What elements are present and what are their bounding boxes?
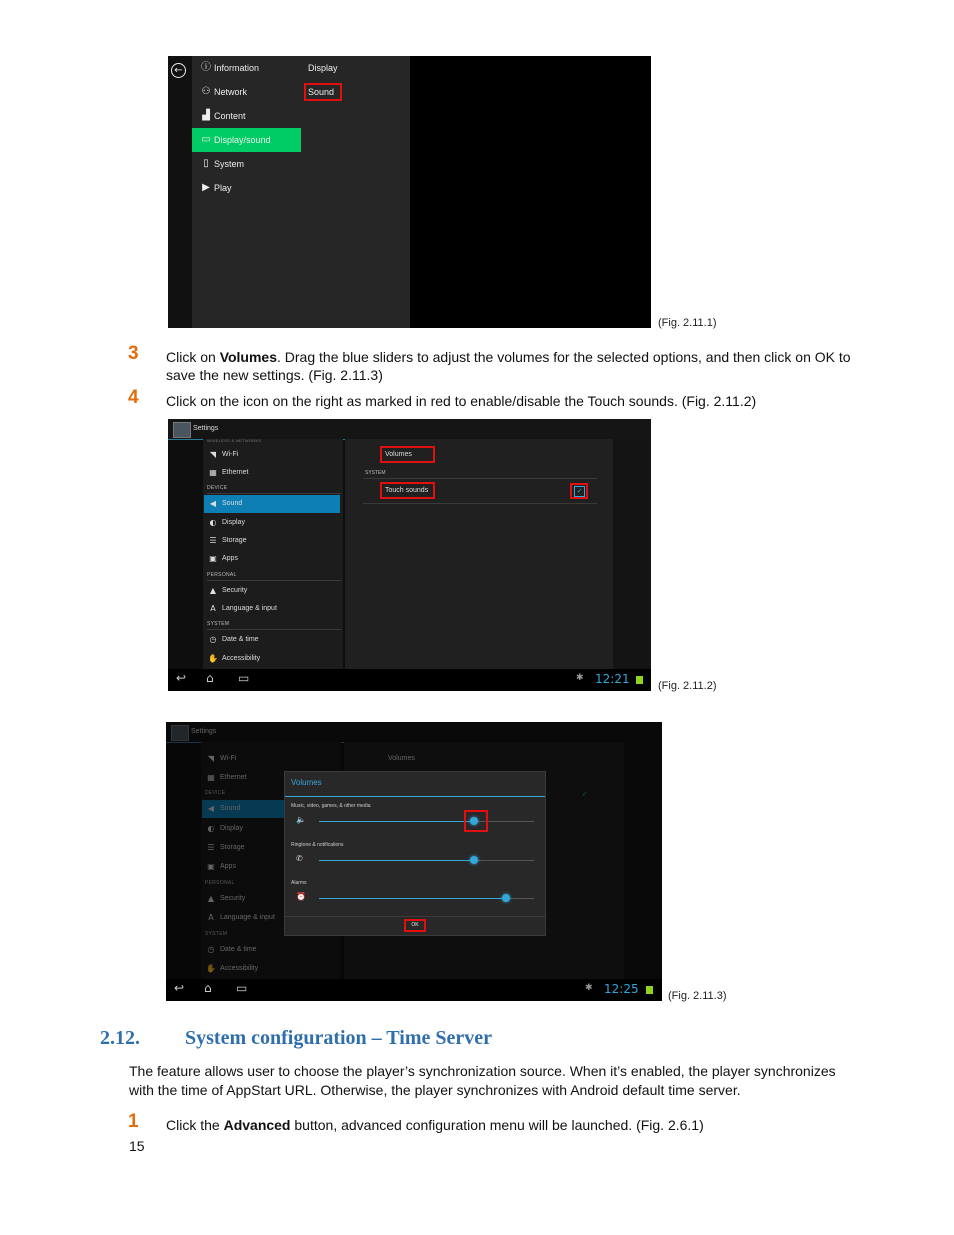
storage-icon: ☰ [209, 536, 217, 545]
ringtone-volume-slider[interactable] [319, 860, 534, 861]
display-icon: ◐ [209, 518, 217, 527]
ethernet-icon: ▦ [209, 468, 217, 477]
step-text-part: . Drag the blue sliders to adjust the volumes for the selected options, and then click on OK to save the new settings. (Fig. 2.11.3) [166, 349, 851, 383]
nav-item-display[interactable] [204, 514, 340, 532]
step-number: 4 [128, 387, 139, 408]
dialog-button-bar [285, 916, 545, 935]
menu-item-content[interactable] [192, 104, 301, 128]
section-number: 2.12. [100, 1027, 140, 1049]
nav-item-apps[interactable] [204, 550, 340, 568]
step-text [166, 392, 856, 410]
nav-item-sound[interactable] [204, 495, 340, 513]
nav-item-label: Language & input [222, 605, 277, 612]
nav-item-language[interactable] [204, 600, 340, 618]
menu-item-label: System [214, 159, 245, 169]
speaker-icon: ◀ [209, 499, 217, 508]
menu-item-label: Network [214, 87, 248, 97]
apps-icon: ▣ [209, 554, 217, 563]
slider-fill [319, 898, 506, 899]
red-highlight-box [464, 810, 488, 832]
section-title: System configuration – Time Server [185, 1027, 493, 1049]
nav-item-security[interactable] [204, 582, 340, 600]
menu-item-display-sound[interactable] [192, 128, 301, 152]
signal-icon [646, 986, 653, 994]
figure-2-11-3 [166, 722, 662, 1001]
content-icon: ▟ [202, 110, 210, 121]
action-bar-title: Settings [193, 425, 219, 432]
step-number: 1 [128, 1111, 139, 1132]
nav-item-label: Apps [222, 555, 238, 562]
menu-item-information[interactable] [192, 56, 301, 80]
display-icon: ▭ [201, 134, 211, 145]
figure-2-11-1 [168, 56, 651, 328]
action-bar [168, 419, 651, 440]
menu-item-label: Play [214, 183, 232, 193]
status-clock: 12:21 [595, 672, 630, 686]
slider-label: Alarms [291, 880, 307, 886]
recent-apps-icon[interactable]: ▭ [238, 671, 250, 685]
red-highlight-box [404, 919, 426, 932]
figure-caption: (Fig. 2.11.3) [668, 990, 727, 1002]
step-text-part: Click on the icon on the right as marked in red to enable/disable the Touch sounds. (Fig. 2.11.2) [166, 393, 757, 409]
main-menu [192, 56, 410, 328]
back-icon[interactable]: ↩ [176, 671, 187, 685]
usb-debug-icon: ✱ [576, 673, 584, 683]
slider-label: Ringtone & notifications [291, 842, 344, 848]
step-bold-term: Volumes [219, 349, 277, 365]
nav-header: DEVICE [207, 485, 228, 491]
nav-item-label: Sound [222, 500, 243, 507]
lock-icon: ▲ [209, 586, 217, 595]
back-arrow-icon[interactable]: ← [171, 63, 186, 78]
clock-icon: ◷ [209, 635, 217, 644]
signal-icon [636, 676, 643, 684]
nav-item-datetime[interactable] [204, 631, 340, 649]
slider-label: Music, video, games, & other media [291, 803, 371, 809]
red-highlight-box [304, 83, 342, 101]
nav-header: PERSONAL [207, 572, 237, 578]
network-icon: ⚇ [201, 86, 211, 97]
divider [207, 493, 341, 494]
nav-item-storage[interactable] [204, 532, 340, 550]
home-icon[interactable]: ⌂ [204, 981, 212, 995]
nav-item-label: Security [222, 587, 248, 594]
home-icon[interactable]: ⌂ [206, 671, 214, 685]
settings-app-icon [173, 422, 191, 438]
red-highlight-box [380, 482, 435, 499]
menu-item-play[interactable] [192, 176, 301, 200]
system-nav-bar [166, 979, 662, 1001]
nav-header: SYSTEM [207, 621, 230, 627]
menu-item-label: Content [214, 111, 246, 121]
submenu-sound[interactable]: Sound [308, 87, 335, 97]
figure-caption: (Fig. 2.11.1) [658, 317, 717, 329]
nav-item-label: Display [222, 519, 245, 526]
volumes-dialog [284, 771, 546, 936]
touch-sounds-checkbox[interactable]: ✓ [574, 486, 585, 497]
red-highlight-box [380, 446, 435, 463]
media-volume-slider[interactable] [319, 821, 534, 822]
red-highlight-box [570, 483, 588, 499]
step-text [166, 1116, 856, 1134]
back-icon[interactable]: ↩ [174, 981, 185, 995]
ringtone-icon: ✆ [296, 854, 303, 863]
divider [363, 503, 597, 504]
step-text-part: Click on [166, 349, 220, 365]
slider-fill [319, 821, 474, 822]
menu-item-system[interactable] [192, 152, 301, 176]
divider [363, 478, 597, 479]
dialog-title-divider [285, 796, 545, 797]
step-number: 3 [128, 343, 139, 364]
nav-item-label: Storage [222, 537, 247, 544]
divider [207, 629, 341, 630]
figure-2-11-2 [168, 419, 651, 691]
nav-item-ethernet[interactable] [204, 464, 340, 482]
volumes-item[interactable]: Volumes [385, 451, 412, 458]
system-nav-bar [168, 669, 651, 691]
step-text-part: button, advanced configuration menu will be launched. (Fig. 2.6.1) [290, 1117, 704, 1133]
usb-debug-icon: ✱ [585, 983, 593, 993]
slider-fill [319, 860, 474, 861]
wifi-icon: ◥ [209, 450, 217, 459]
nav-item-accessibility[interactable] [204, 650, 340, 668]
divider [207, 580, 341, 581]
slider-thumb[interactable] [502, 894, 510, 902]
alarm-icon: ⏰ [296, 892, 306, 901]
system-icon: ▯ [203, 158, 209, 169]
submenu-display[interactable]: Display [308, 63, 338, 73]
menu-item-network[interactable] [192, 80, 301, 104]
nav-item-label: Date & time [222, 636, 259, 643]
detail-header: SYSTEM [365, 470, 386, 476]
info-icon: ⓘ [201, 62, 211, 73]
status-clock: 12:25 [604, 982, 639, 996]
section-paragraph: The feature allows user to choose the player’s synchronization source. When it’s enabled, the player synchronizes with the time of AppStart URL. Otherwise, the player synchronizes with Android default time server. [129, 1063, 836, 1098]
language-icon: A [210, 604, 216, 613]
media-volume-icon: 🔈 [296, 815, 306, 824]
play-icon: ▶ [202, 182, 210, 193]
figure-caption: (Fig. 2.11.2) [658, 680, 717, 692]
nav-item-label: Wi-Fi [222, 451, 239, 458]
touch-sounds-item[interactable]: Touch sounds [385, 487, 429, 494]
step-text-part: Click the [166, 1117, 224, 1133]
menu-item-label: Information [214, 63, 260, 73]
nav-item-label: Ethernet [222, 469, 249, 476]
settings-nav [203, 439, 343, 669]
ok-button[interactable]: OK [411, 922, 419, 928]
dialog-title: Volumes [291, 778, 322, 787]
recent-apps-icon[interactable]: ▭ [236, 981, 248, 995]
menu-item-label: Display/sound [214, 135, 271, 145]
nav-item-wifi[interactable] [204, 446, 340, 464]
nav-header: WIRELESS & NETWORKS [207, 438, 262, 443]
alarm-volume-slider[interactable] [319, 898, 534, 899]
step-text [166, 348, 856, 384]
slider-thumb[interactable] [470, 856, 478, 864]
right-pane [613, 439, 651, 669]
hand-icon: ✋ [208, 654, 218, 663]
left-bar [168, 56, 192, 328]
nav-item-label: Accessibility [222, 655, 261, 662]
step-bold-term: Advanced [223, 1117, 291, 1133]
page-number: 15 [129, 1138, 145, 1154]
sound-detail-pane [345, 439, 613, 669]
